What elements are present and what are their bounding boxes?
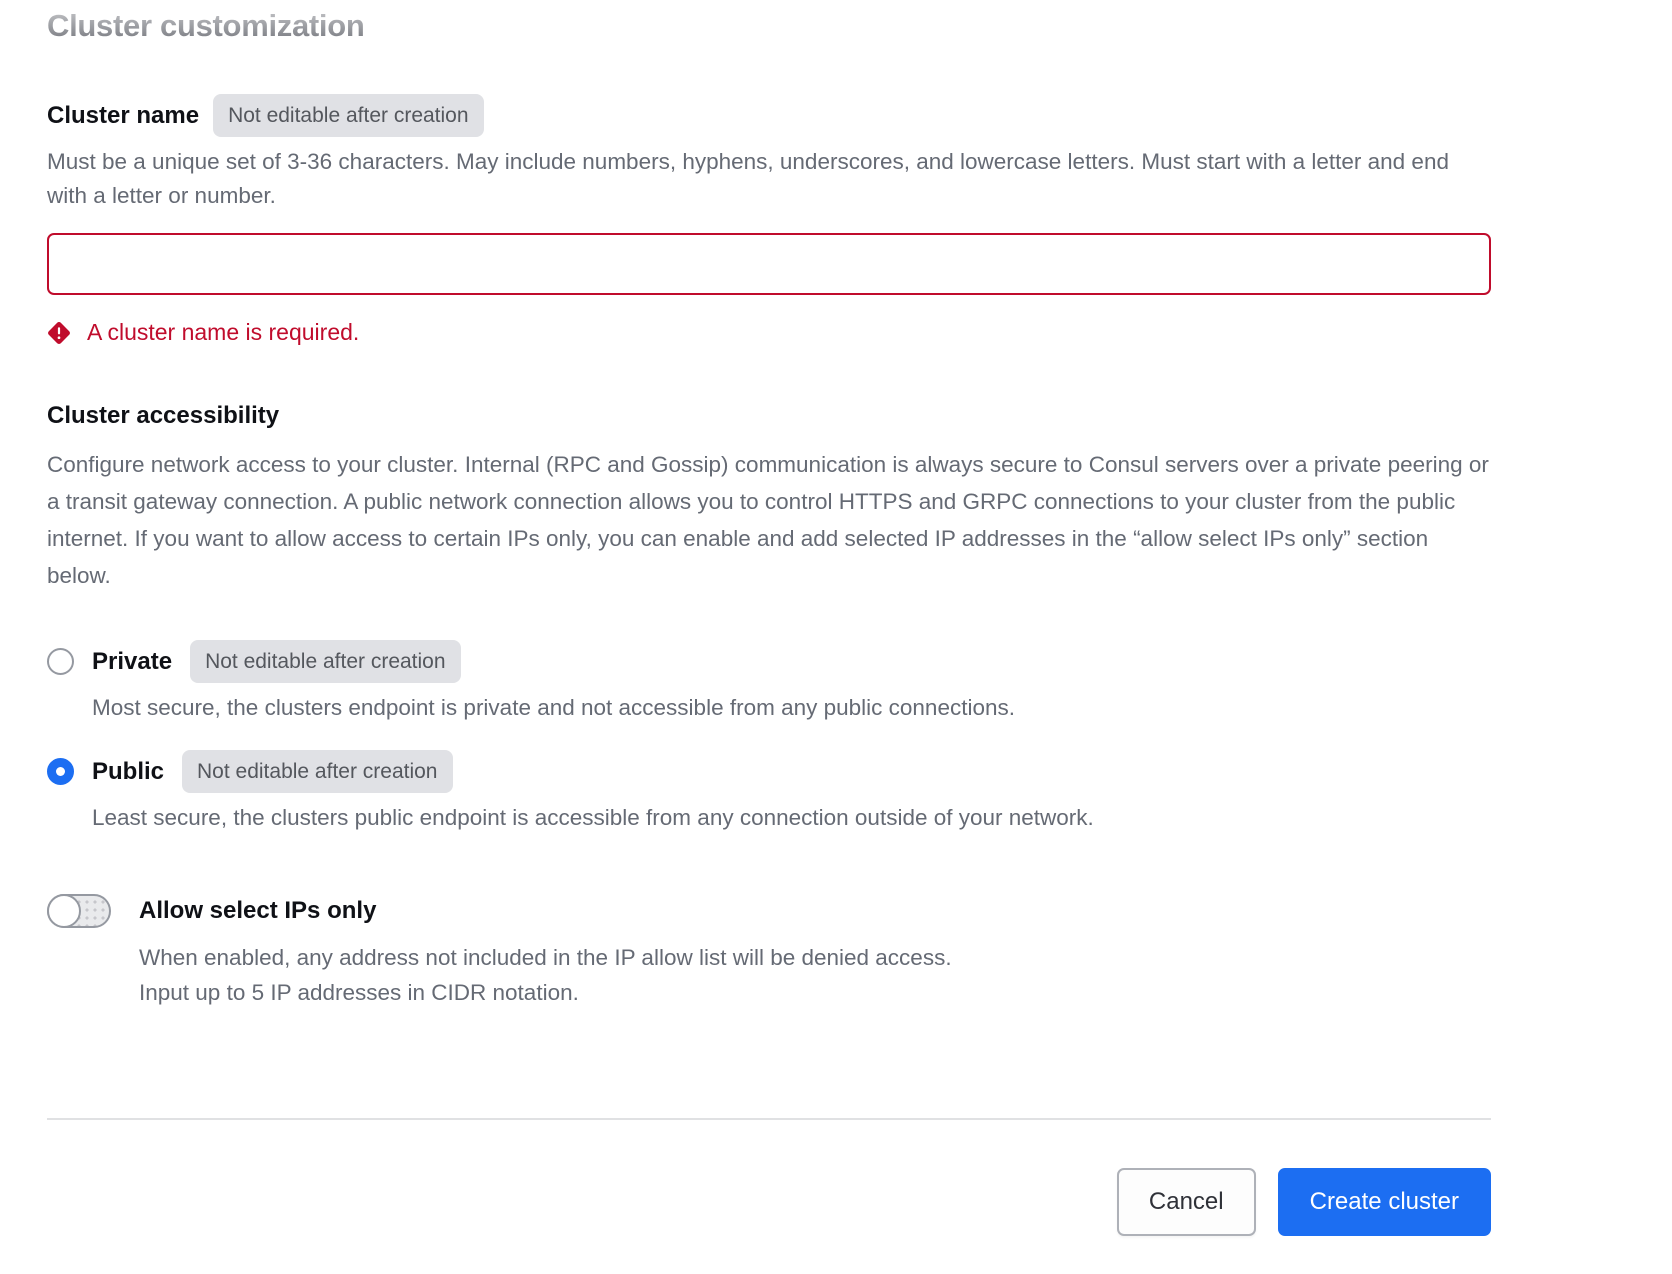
cluster-accessibility-description: Configure network access to your cluster. Internal (RPC and Gossip) communication is always secure to Consul servers over a private peering or a transit gateway connection. A public network connection allows you to control HTTPS and GRPC connections to your cluster from the public internet. If you want to allow access to certain IPs only, you can enable and add selected IP addresses in the “allow select IPs only” section below. <box>47 452 1489 588</box>
cancel-button[interactable]: Cancel <box>1117 1168 1256 1236</box>
public-radio[interactable] <box>47 758 74 785</box>
form-actions <box>47 1168 1491 1236</box>
public-option <box>47 750 1491 834</box>
public-radio-label[interactable]: Public <box>92 757 165 785</box>
cluster-name-help-text: Must be a unique set of 3-36 characters. May include numbers, hyphens, underscores, and lowercase letters. Must start with a letter and end with a letter or number. <box>47 149 1449 208</box>
allow-select-ips-description-1: When enabled, any address not included in the IP allow list will be denied access. <box>139 945 952 970</box>
private-option <box>47 640 1491 724</box>
allow-select-ips-label[interactable]: Allow select IPs only <box>139 897 377 924</box>
cluster-accessibility-heading: Cluster accessibility <box>47 402 280 429</box>
allow-select-ips-toggle[interactable] <box>47 894 111 928</box>
cluster-accessibility-section <box>47 402 1491 834</box>
footer-divider <box>47 1118 1491 1120</box>
cluster-name-label: Cluster name <box>47 101 200 129</box>
cluster-name-not-editable-badge: Not editable after creation <box>213 94 483 137</box>
toggle-knob <box>47 894 81 928</box>
accessibility-options <box>47 640 1491 834</box>
private-not-editable-badge: Not editable after creation <box>190 640 460 683</box>
cluster-name-section <box>47 94 1491 346</box>
public-option-description: Least secure, the clusters public endpoint is accessible from any connection outside of your network. <box>92 805 1094 830</box>
allow-select-ips-section <box>47 894 1491 1010</box>
private-radio-label[interactable]: Private <box>92 647 173 675</box>
public-not-editable-badge: Not editable after creation <box>182 750 452 793</box>
cluster-name-error-row <box>47 319 1491 346</box>
cluster-name-error-message: A cluster name is required. <box>87 319 360 345</box>
allow-select-ips-description-2: Input up to 5 IP addresses in CIDR notation. <box>139 980 579 1005</box>
alert-diamond-icon <box>47 321 71 345</box>
private-option-description: Most secure, the clusters endpoint is private and not accessible from any public connections. <box>92 695 1015 720</box>
cluster-name-input[interactable] <box>47 233 1491 295</box>
private-radio[interactable] <box>47 648 74 675</box>
page-title: Cluster customization <box>47 8 1491 44</box>
create-cluster-button[interactable]: Create cluster <box>1278 1168 1491 1236</box>
